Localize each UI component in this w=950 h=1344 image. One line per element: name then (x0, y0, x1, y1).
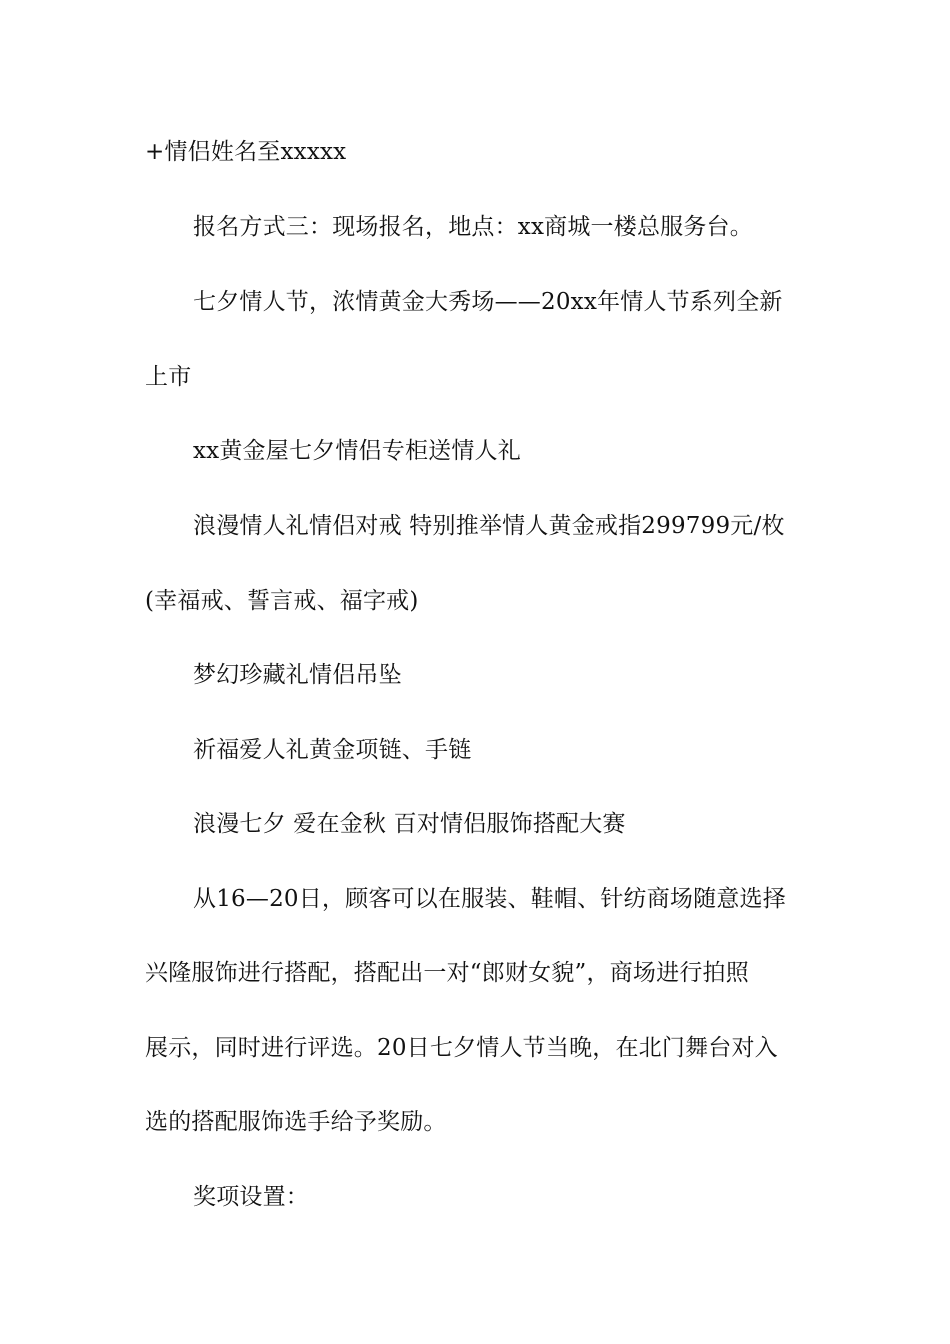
text-paragraph-contest-body-4: 选的搭配服饰选手给予奖励。 (145, 1109, 447, 1135)
text-paragraph-show-title-cont: 上市 (145, 364, 192, 390)
text-paragraph-registration: 报名方式三：现场报名，地点：xx商城一楼总服务台。 (193, 214, 753, 240)
text-paragraph-pendant: 梦幻珍藏礼情侣吊坠 (193, 662, 402, 688)
text-paragraph-rings-cont: (幸福戒、誓言戒、福字戒) (145, 588, 419, 614)
text-paragraph-contest-title: 浪漫七夕 爱在金秋 百对情侣服饰搭配大赛 (193, 811, 626, 837)
text-paragraph-awards-heading: 奖项设置： (193, 1184, 309, 1210)
text-line-continuation: +情侣姓名至xxxxx (145, 139, 347, 165)
text-paragraph-show-title: 七夕情人节，浓情黄金大秀场——20xx年情人节系列全新 (193, 289, 783, 315)
text-paragraph-contest-body: 从16—20日，顾客可以在服装、鞋帽、针纺商场随意选择 (193, 886, 786, 912)
text-paragraph-rings: 浪漫情人礼情侣对戒 特别推举情人黄金戒指299799元/枚 (193, 513, 785, 539)
text-paragraph-contest-body-2: 兴隆服饰进行搭配，搭配出一对“郎财女貌”，商场进行拍照 (145, 960, 749, 986)
text-paragraph-necklace: 祈福爱人礼黄金项链、手链 (193, 737, 472, 763)
text-paragraph-counter: xx黄金屋七夕情侣专柜送情人礼 (193, 438, 521, 464)
text-paragraph-contest-body-3: 展示，同时进行评选。20日七夕情人节当晚，在北门舞台对入 (145, 1035, 778, 1061)
